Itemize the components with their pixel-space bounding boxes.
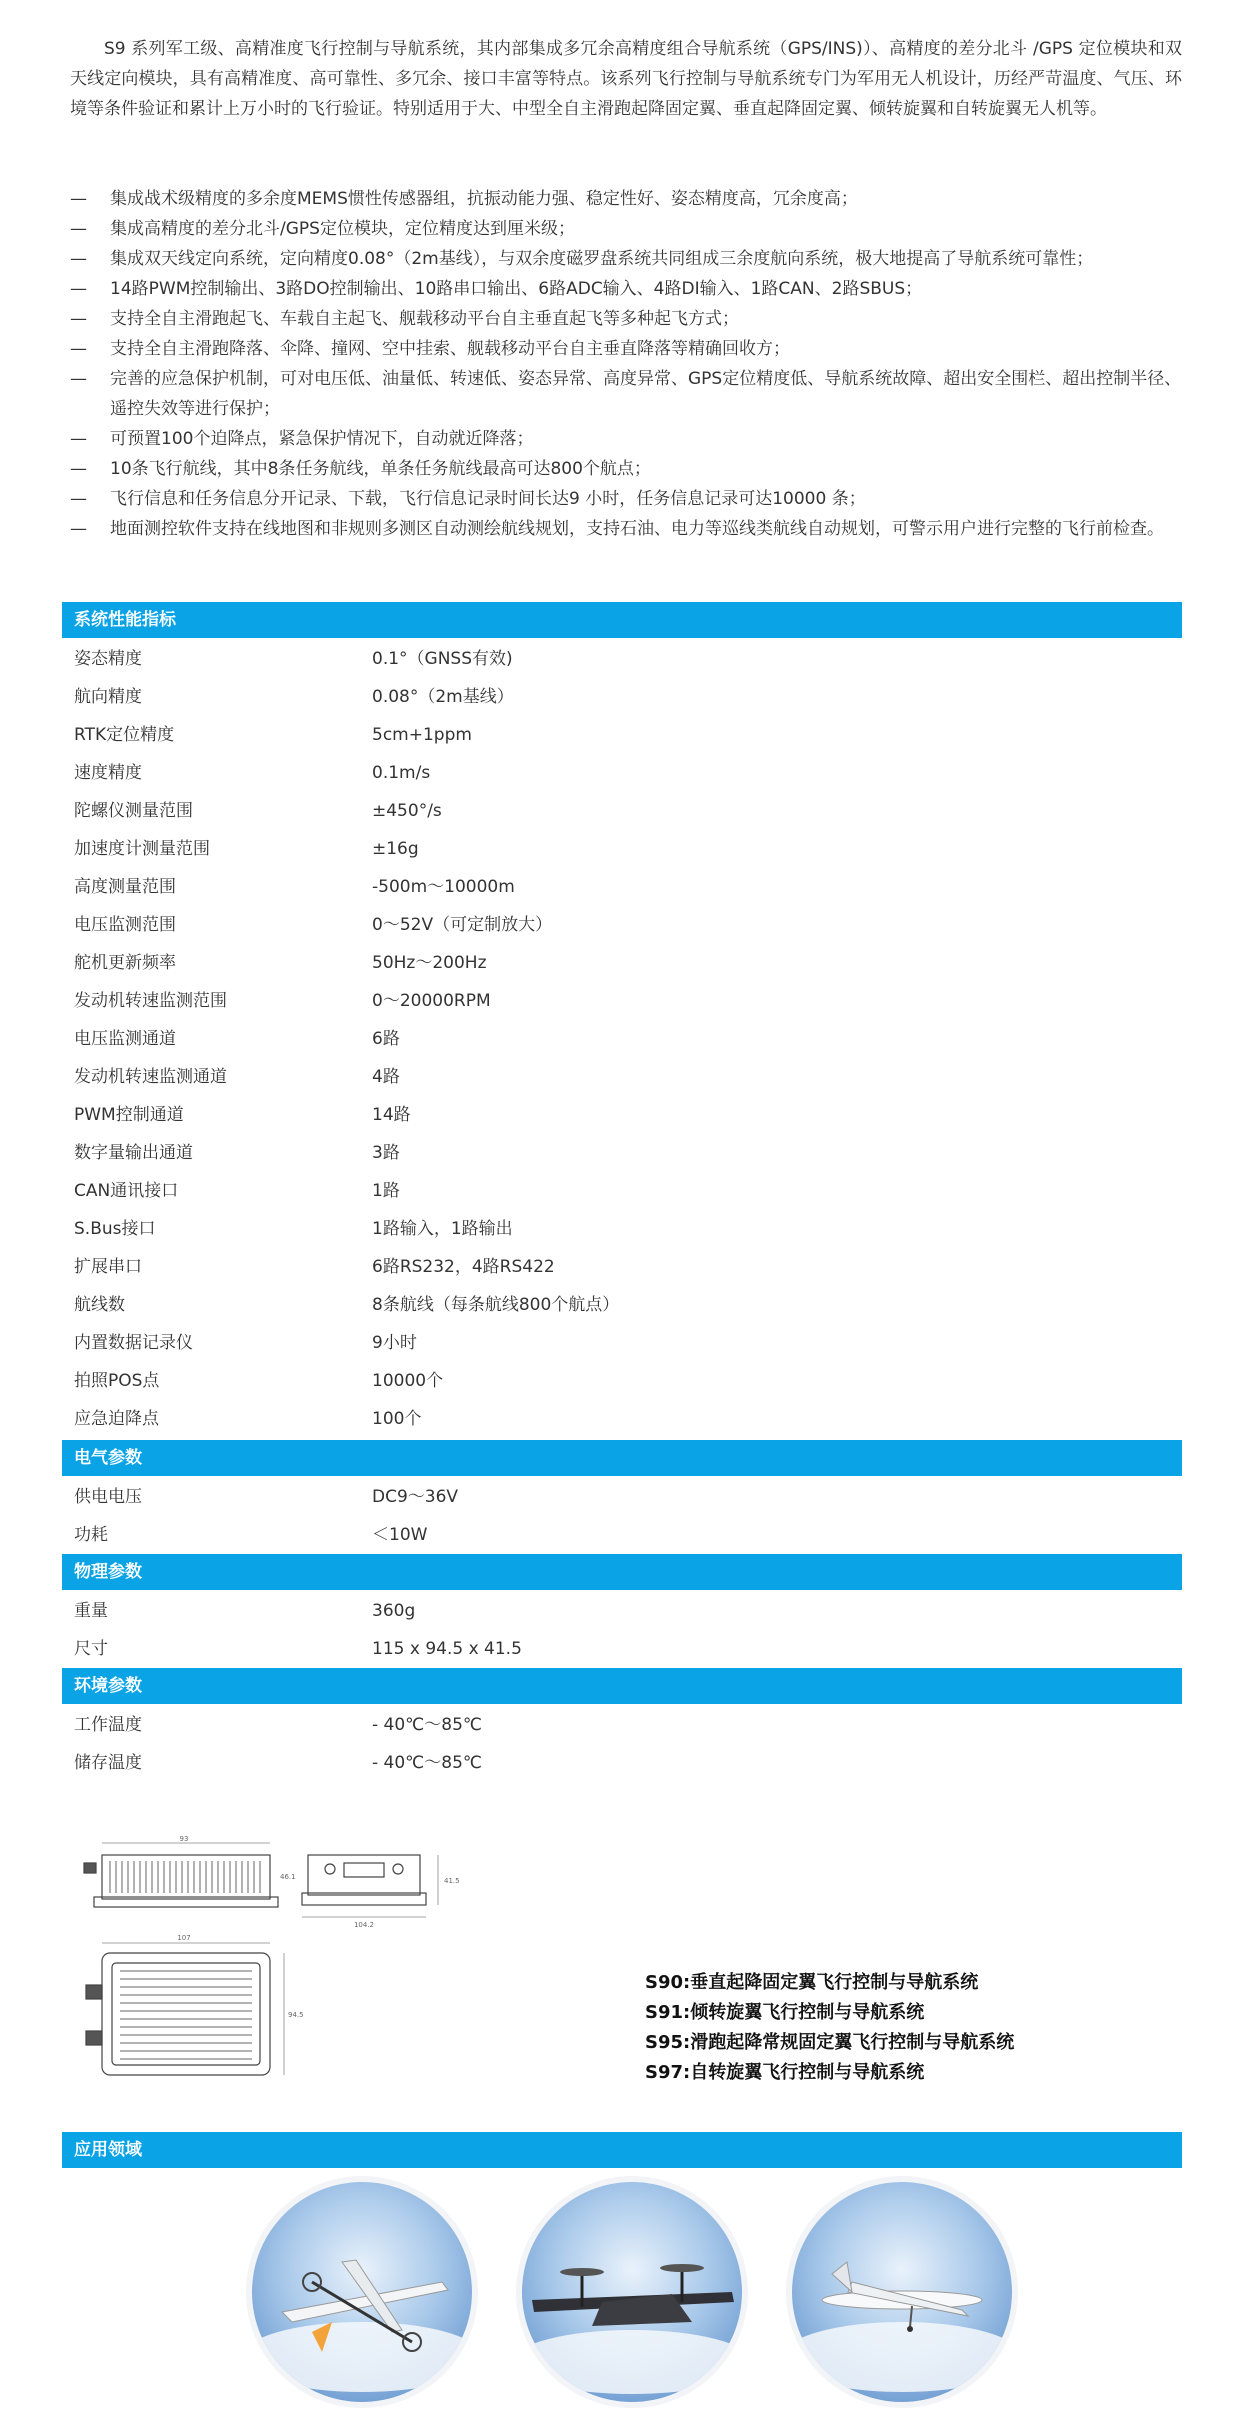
model-item: S95:滑跑起降常规固定翼飞行控制与导航系统 (645, 2032, 1015, 2053)
spec-row (62, 792, 1182, 830)
spec-label: 航向精度 (74, 687, 142, 707)
spec-row (62, 1516, 1182, 1554)
spec-label: PWM控制通道 (74, 1105, 184, 1125)
spec-label: 应急迫降点 (74, 1409, 159, 1429)
spec-label: 拍照POS点 (74, 1371, 160, 1391)
technical-drawing (80, 1835, 500, 2080)
feature-list (70, 184, 1182, 544)
spec-value: 1路 (372, 1181, 400, 1201)
spec-row (62, 1286, 1182, 1324)
section-header-environment: 环境参数 (62, 1668, 1182, 1704)
spec-label: 加速度计测量范围 (74, 839, 210, 859)
dim-label: 46.1 (280, 1873, 296, 1881)
feature-item: — 集成双天线定向系统，定向精度0.08°（2m基线），与双余度磁罗盘系统共同组成三余度航向系统，极大地提高了导航系统可靠性； (70, 249, 1094, 269)
model-item: S90:垂直起降固定翼飞行控制与导航系统 (645, 1972, 979, 1993)
side-view-drawing (302, 1855, 438, 1917)
spec-value: 0.1m/s (372, 763, 431, 783)
uav-illustration (522, 2182, 742, 2402)
feature-item: — 集成战术级精度的多余度MEMS惯性传感器组，抗振动能力强、稳定性好、姿态精度高，冗余度高； (70, 189, 858, 209)
feature-item: — 支持全自主滑跑降落、伞降、撞网、空中挂索、舰载移动平台自主垂直降落等精确回收方； (70, 339, 790, 359)
spec-label: 工作温度 (74, 1715, 142, 1735)
spec-value: 0～52V（可定制放大） (372, 915, 553, 935)
feature-item: — 10条飞行航线，其中8条任务航线，单条任务航线最高可达800个航点； (70, 459, 651, 479)
spec-value: -500m～10000m (372, 877, 515, 897)
spec-row (62, 830, 1182, 868)
spec-row (62, 944, 1182, 982)
spec-row (62, 1592, 1182, 1630)
spec-value: 5cm+1ppm (372, 725, 472, 745)
spec-label: 姿态精度 (74, 649, 142, 669)
spec-value: 100个 (372, 1409, 422, 1429)
dim-label: 94.5 (288, 2011, 304, 2019)
spec-row (62, 1400, 1182, 1438)
intro-paragraph: S9 系列军工级、高精准度飞行控制与导航系统，其内部集成多冗余高精度组合导航系统（GPS/INS)）、高精度的差分北斗 /GPS 定位模块和双天线定向模块，具有高精准度、高可靠性、多冗余、接口丰富等特点。该系列飞行控制与导航系统专门为军用无人机设计，历经严苛温度、气压、环境等条件验证和累计上万小时的飞行验证。特别适用于大、中型全自主滑跑起降固定翼、垂直起降固定翼、倾转旋翼和自转旋翼无人机等。 (70, 39, 1182, 119)
spec-row (62, 1630, 1182, 1668)
feature-item: — 可预置100个迫降点，紧急保护情况下，自动就近降落； (70, 429, 534, 449)
spec-label: 舵机更新频率 (74, 953, 176, 973)
spec-label: 速度精度 (74, 763, 142, 783)
section-header-physical: 物理参数 (62, 1554, 1182, 1590)
model-item: S97:自转旋翼飞行控制与导航系统 (645, 2062, 925, 2083)
app-image-tilt-rotor-uav (522, 2182, 742, 2402)
dim-label: 41.5 (444, 1877, 460, 1885)
app-image-vtol-uav (252, 2182, 472, 2402)
dim-label: 93 (179, 1835, 189, 1843)
spec-label: 尺寸 (74, 1639, 108, 1659)
dim-label: 107 (177, 1934, 191, 1942)
feature-item: — 完善的应急保护机制，可对电压低、油量低、转速低、姿态异常、高度异常、GPS定位精度低、导航系统故障、超出安全围栏、超出控制半径、遥控失效等进行保护； (70, 369, 1182, 419)
spec-row (62, 678, 1182, 716)
feature-item: — 飞行信息和任务信息分开记录、下载，飞行信息记录时间长达9 小时，任务信息记录可达10000 条； (70, 489, 866, 509)
spec-row (62, 1248, 1182, 1286)
feature-item: — 集成高精度的差分北斗/GPS定位模块，定位精度达到厘米级； (70, 219, 575, 239)
spec-label: CAN通讯接口 (74, 1181, 179, 1201)
spec-label: 重量 (74, 1601, 108, 1621)
spec-value: ±450°/s (372, 801, 442, 821)
spec-label: 陀螺仪测量范围 (74, 801, 193, 821)
spec-value: 0.1°（GNSS有效) (372, 649, 513, 669)
uav-illustration (252, 2182, 472, 2402)
spec-value: 0～20000RPM (372, 991, 491, 1011)
spec-value: DC9～36V (372, 1487, 459, 1507)
spec-label: 数字量输出通道 (74, 1143, 193, 1163)
spec-value: 6路RS232，4路RS422 (372, 1257, 555, 1277)
model-item: S91:倾转旋翼飞行控制与导航系统 (645, 2002, 925, 2023)
dim-label: 104.2 (353, 1921, 375, 1929)
spec-label: 电压监测范围 (74, 915, 176, 935)
uav-illustration (792, 2182, 1012, 2402)
spec-label: 发动机转速监测范围 (74, 991, 227, 1011)
spec-label: S.Bus接口 (74, 1219, 156, 1239)
spec-row (62, 868, 1182, 906)
spec-value: 8条航线（每条航线800个航点） (372, 1295, 620, 1315)
model-list (645, 1968, 1014, 2088)
spec-row (62, 1210, 1182, 1248)
spec-row (62, 1134, 1182, 1172)
spec-value: 9小时 (372, 1333, 417, 1353)
spec-label: 扩展串口 (74, 1257, 142, 1277)
feature-item: — 14路PWM控制输出、3路DO控制输出、10路串口输出、6路ADC输入、4路DI输入、1路CAN、2路SBUS； (70, 279, 923, 299)
spec-row (62, 906, 1182, 944)
spec-label: 航线数 (74, 1295, 125, 1315)
top-view-drawing (86, 1943, 284, 2075)
spec-row (62, 982, 1182, 1020)
spec-value: 10000个 (372, 1371, 444, 1391)
spec-row (62, 1096, 1182, 1134)
spec-label: 电压监测通道 (74, 1029, 176, 1049)
spec-label: 高度测量范围 (74, 877, 176, 897)
spec-value: 360g (372, 1601, 416, 1621)
spec-value: 4路 (372, 1067, 400, 1087)
feature-item: — 地面测控软件支持在线地图和非规则多测区自动测绘航线规划，支持石油、电力等巡线类航线自动规划，可警示用户进行完整的飞行前检查。 (70, 519, 1164, 539)
spec-label: 储存温度 (74, 1753, 142, 1773)
spec-row (62, 1020, 1182, 1058)
spec-row (62, 1058, 1182, 1096)
spec-value: 50Hz～200Hz (372, 953, 487, 973)
spec-row (62, 640, 1182, 678)
spec-label: 供电电压 (74, 1487, 142, 1507)
spec-row (62, 1478, 1182, 1516)
spec-row (62, 754, 1182, 792)
spec-value: ±16g (372, 839, 419, 859)
spec-row (62, 1706, 1182, 1744)
spec-row (62, 716, 1182, 754)
spec-value: - 40℃～85℃ (372, 1715, 482, 1735)
section-header-application: 应用领域 (62, 2132, 1182, 2168)
section-header-performance: 系统性能指标 (62, 602, 1182, 638)
spec-label: 内置数据记录仪 (74, 1333, 193, 1353)
spec-value: 115 x 94.5 x 41.5 (372, 1639, 522, 1659)
spec-row (62, 1744, 1182, 1782)
feature-item: — 支持全自主滑跑起飞、车载自主起飞、舰载移动平台自主垂直起飞等多种起飞方式； (70, 309, 739, 329)
app-image-fixed-wing-uav (792, 2182, 1012, 2402)
spec-label: 发动机转速监测通道 (74, 1067, 227, 1087)
front-view-drawing (84, 1843, 278, 1907)
section-header-electrical: 电气参数 (62, 1440, 1182, 1476)
spec-row (62, 1324, 1182, 1362)
spec-value: 0.08°（2m基线） (372, 687, 514, 707)
spec-value: - 40℃～85℃ (372, 1753, 482, 1773)
spec-value: 1路输入，1路输出 (372, 1219, 513, 1239)
spec-value: 14路 (372, 1105, 411, 1125)
spec-value: ＜10W (372, 1525, 428, 1545)
spec-value: 6路 (372, 1029, 400, 1049)
spec-label: RTK定位精度 (74, 725, 175, 745)
spec-row (62, 1362, 1182, 1400)
spec-label: 功耗 (74, 1525, 108, 1545)
spec-row (62, 1172, 1182, 1210)
spec-value: 3路 (372, 1143, 400, 1163)
